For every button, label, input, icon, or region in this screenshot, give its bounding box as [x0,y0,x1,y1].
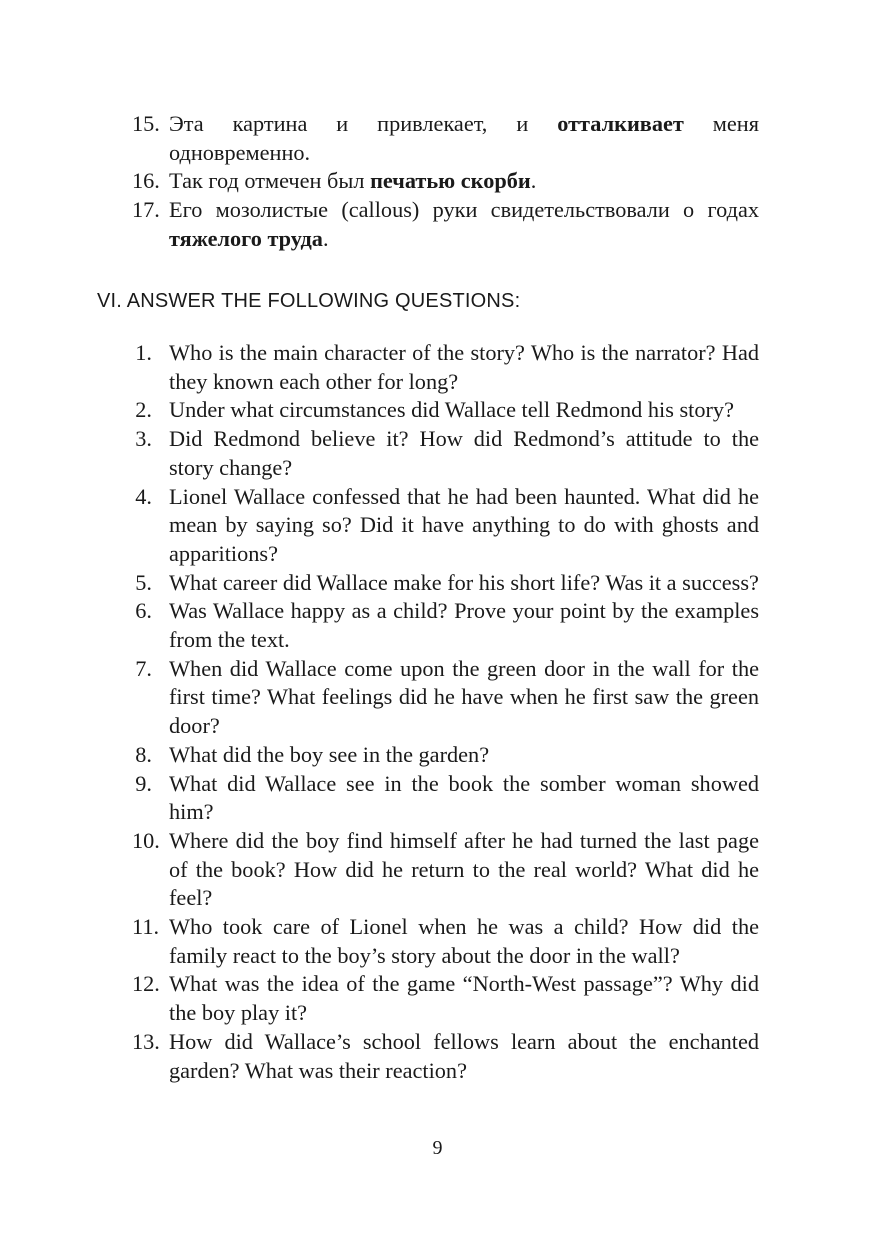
question-item [132,569,759,598]
question-text: What did the boy see in the garden? [169,741,490,767]
question-text: Under what circumstances did Wallace tell Redmond his story? [169,397,734,423]
question-item [132,913,759,970]
question-number: 6. [135,598,152,624]
question-item [132,970,759,1027]
question-text: What was the idea of the game “North-West passage”? Why did the boy play it? [169,971,759,1026]
question-text: When did Wallace come upon the green door in the wall for the first time? What feelings did he have when he first saw the green door? [169,655,759,739]
question-item [132,597,759,654]
item-text-after: . [322,225,329,251]
item-text-bold: тяжелого труда [169,225,323,251]
continued-translation-list [132,110,759,254]
question-item [132,425,759,482]
item-text-bold: печатью скорби [370,168,531,194]
question-number: 11. [132,914,160,940]
item-number: 17. [132,197,160,223]
question-number: 9. [135,770,152,796]
question-number: 5. [135,569,152,595]
item-text-before: Так год отмечен был [169,168,371,194]
question-number: 4. [135,483,152,509]
question-number: 7. [135,655,152,681]
question-item [132,339,759,396]
question-item [132,483,759,569]
page-number: 9 [432,1137,443,1159]
question-item [132,655,759,741]
question-text: Where did the boy find himself after he had turned the last page of the book? How did he return to the real world? What did he feel? [169,827,759,911]
item-text-before: Эта картина и привлекает, и [169,111,558,136]
item-number: 16. [132,168,160,194]
question-text: Lionel Wallace confessed that he had been haunted. What did he mean by saying so? Did it have anything to do with ghosts and apparitions? [169,483,759,566]
list-item [132,196,759,253]
item-text-after: . [530,168,537,194]
question-text: What career did Wallace make for his short life? Was it a success? [169,569,759,595]
section-heading: VI. ANSWER THE FOLLOWING QUESTIONS: [97,290,521,312]
question-text: Was Wallace happy as a child? Prove your point by the examples from the text. [169,598,759,653]
question-item [132,827,759,913]
question-item [132,741,759,770]
question-item [132,770,759,827]
item-text-bold: отталкивает [557,111,684,136]
question-number: 1. [135,340,152,365]
question-text: What did Wallace see in the book the somber woman showed him? [169,770,759,825]
item-number: 15. [132,111,160,136]
item-text-before: Его мозолистые (callous) руки свидетельствовали о годах [169,197,759,223]
list-item [132,167,759,196]
question-number: 8. [135,741,152,767]
question-number: 3. [135,426,152,452]
question-item [132,1028,759,1085]
question-text: Did Redmond believe it? How did Redmond’s attitude to the story change? [169,426,759,480]
question-number: 12. [132,971,160,997]
questions-list [132,339,759,1085]
question-text: Who took care of Lionel when he was a child? How did the family react to the boy’s story about the door in the wall? [169,914,759,968]
question-number: 13. [132,1028,160,1054]
question-item [132,396,759,425]
question-number: 10. [132,827,160,853]
list-item [132,110,759,167]
item-text-after: меня одновременно. [169,111,759,165]
question-number: 2. [135,397,152,423]
question-text: How did Wallace’s school fellows learn about the enchanted garden? What was their reaction? [169,1028,759,1083]
question-text: Who is the main character of the story? Who is the narrator? Had they known each other for long? [169,340,759,394]
